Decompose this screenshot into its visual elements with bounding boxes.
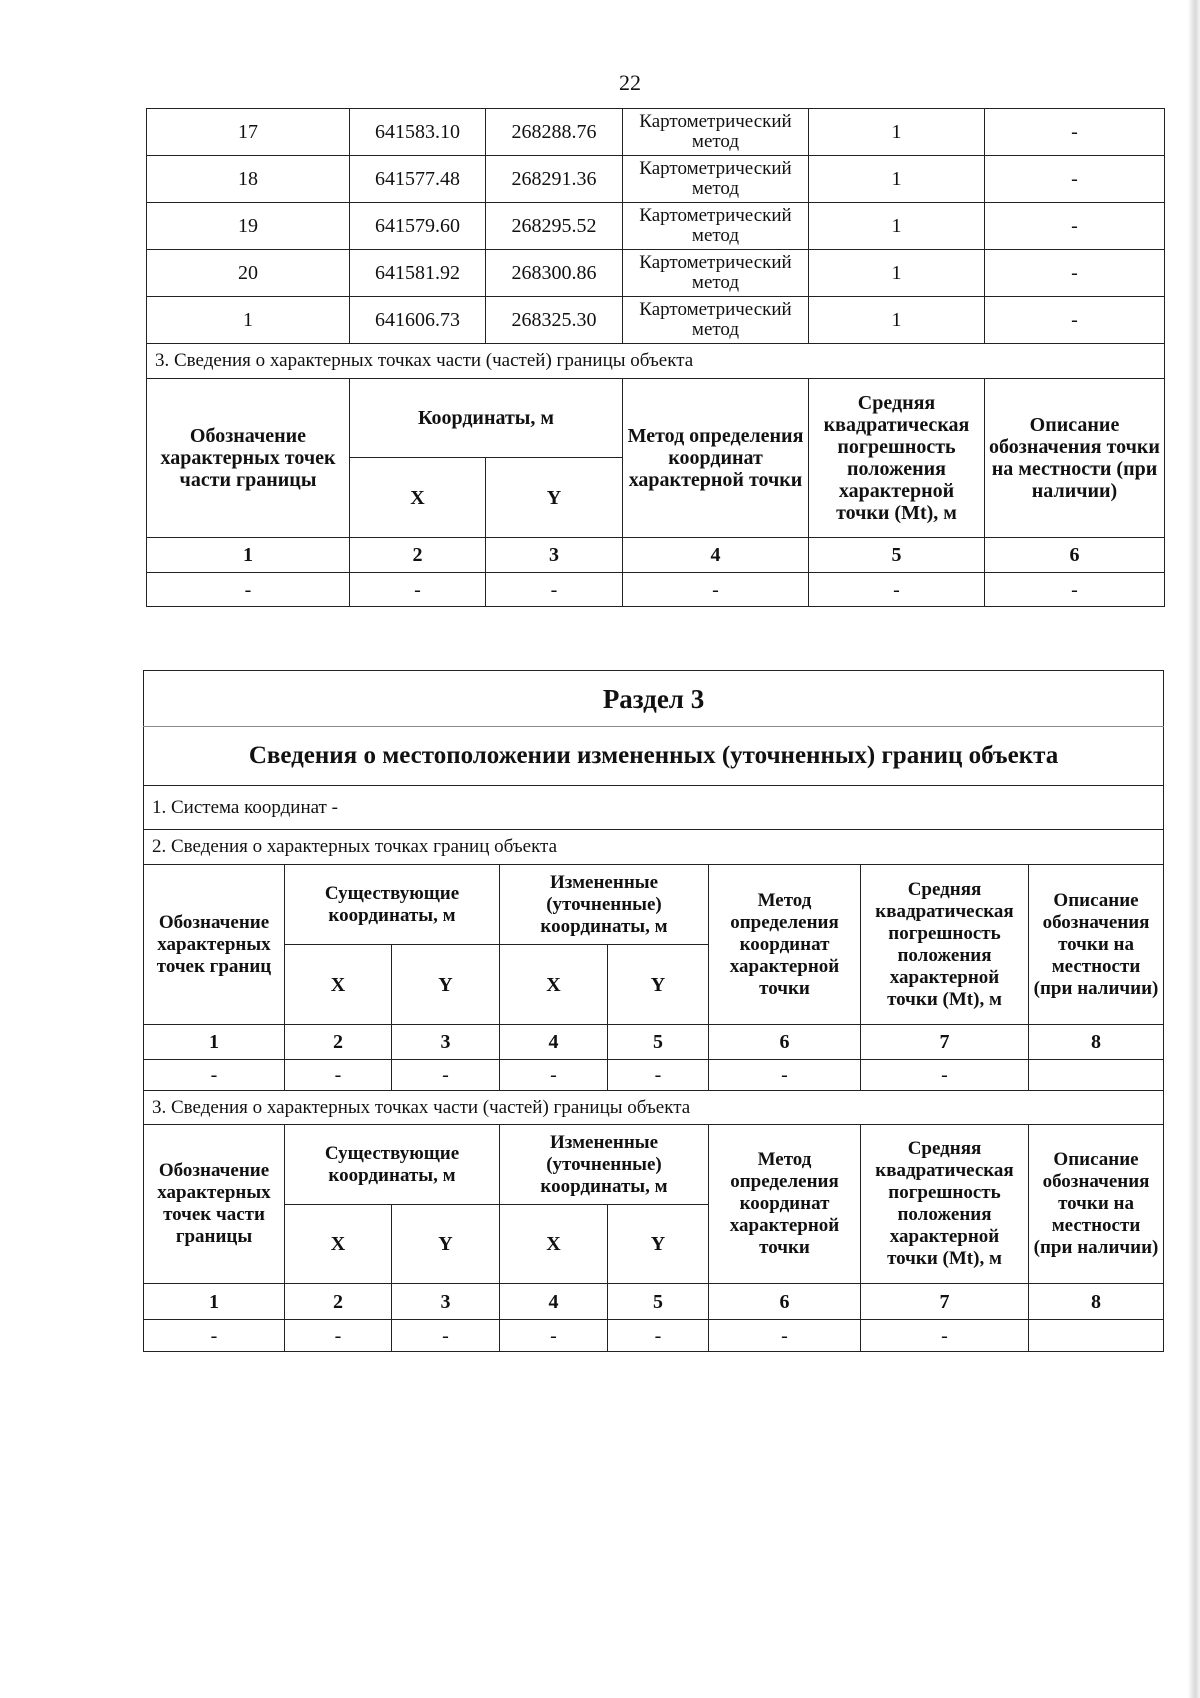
header-mt: Средняя квадратическая погрешность положения характерной точки (Mt), м: [809, 379, 985, 538]
point-desc-cell: -: [985, 109, 1165, 156]
header-desc: Описание обозначения точки на местности (при наличии): [985, 379, 1165, 538]
part-points-caption: 3. Сведения о характерных точках части (частей) границы объекта: [147, 344, 1165, 379]
section-subtitle: Сведения о местоположении измененных (уточненных) границ объекта: [144, 727, 1164, 786]
col-num: 6: [709, 1284, 861, 1320]
empty-cell: -: [809, 573, 985, 607]
header-a-changed-x: X: [500, 945, 608, 1025]
empty-cell: [1029, 1060, 1164, 1091]
col-num: 2: [285, 1025, 392, 1060]
header-x: X: [350, 458, 486, 538]
empty-cell: -: [709, 1320, 861, 1352]
point-desc-cell: -: [985, 250, 1165, 297]
point-x-cell: 641606.73: [350, 297, 486, 344]
col-num: 1: [144, 1025, 285, 1060]
point-y-cell: 268291.36: [486, 156, 623, 203]
empty-cell: [1029, 1320, 1164, 1352]
col-num: 2: [285, 1284, 392, 1320]
header-point: Обозначение характерных точек части границы: [147, 379, 350, 538]
column-numbers-row: [147, 538, 1165, 573]
boundary-points-caption: 2. Сведения о характерных точках границ объекта: [144, 830, 1164, 865]
point-row: [147, 297, 1165, 344]
column-numbers-row-b: [144, 1284, 1164, 1320]
col-num: 5: [608, 1284, 709, 1320]
point-mt-cell: 1: [809, 203, 985, 250]
point-row: [147, 250, 1165, 297]
empty-cell: -: [861, 1060, 1029, 1091]
header-b-mt: Средняя квадратическая погрешность положения характерной точки (Mt), м: [861, 1125, 1029, 1284]
empty-cell: -: [608, 1320, 709, 1352]
col-num: 4: [500, 1025, 608, 1060]
empty-cell: -: [608, 1060, 709, 1091]
point-desc-cell: -: [985, 203, 1165, 250]
header-b-existing-x: X: [285, 1205, 392, 1284]
part-points-caption-b: 3. Сведения о характерных точках части (частей) границы объекта: [144, 1091, 1164, 1125]
col-num: 3: [392, 1284, 500, 1320]
point-method-cell: Картометрический метод: [623, 297, 809, 344]
col-num: 6: [985, 538, 1165, 573]
header-b-method: Метод определения координат характерной точки: [709, 1125, 861, 1284]
point-mt-cell: 1: [809, 297, 985, 344]
empty-cell: -: [144, 1060, 285, 1091]
col-num: 8: [1029, 1025, 1164, 1060]
header-a-method: Метод определения координат характерной точки: [709, 865, 861, 1025]
empty-row-b: [144, 1320, 1164, 1352]
header-b-existing-y: Y: [392, 1205, 500, 1284]
col-num: 2: [350, 538, 486, 573]
point-mt-cell: 1: [809, 109, 985, 156]
empty-cell: -: [500, 1060, 608, 1091]
section-3-table: [143, 670, 1164, 1352]
point-method-cell: Картометрический метод: [623, 156, 809, 203]
empty-cell: -: [285, 1320, 392, 1352]
page-number: 22: [619, 70, 641, 95]
header-a-existing: Существующие координаты, м: [285, 865, 500, 945]
point-y-cell: 268295.52: [486, 203, 623, 250]
point-x-cell: 641581.92: [350, 250, 486, 297]
point-point-cell: 1: [147, 297, 350, 344]
empty-row-a: [144, 1060, 1164, 1091]
point-point-cell: 20: [147, 250, 350, 297]
header-b-changed: Измененные (уточненные) координаты, м: [500, 1125, 709, 1205]
col-num: 1: [144, 1284, 285, 1320]
col-num: 1: [147, 538, 350, 573]
point-row: [147, 203, 1165, 250]
point-desc-cell: -: [985, 156, 1165, 203]
col-num: 7: [861, 1025, 1029, 1060]
header-method: Метод определения координат характерной точки: [623, 379, 809, 538]
col-num: 5: [809, 538, 985, 573]
point-point-cell: 18: [147, 156, 350, 203]
section-title: Раздел 3: [144, 671, 1164, 727]
point-x-cell: 641583.10: [350, 109, 486, 156]
empty-cell: -: [350, 573, 486, 607]
col-num: 5: [608, 1025, 709, 1060]
header-b-desc: Описание обозначения точки на местности (при наличии): [1029, 1125, 1164, 1284]
col-num: 6: [709, 1025, 861, 1060]
empty-cell: -: [500, 1320, 608, 1352]
point-point-cell: 17: [147, 109, 350, 156]
point-y-cell: 268325.30: [486, 297, 623, 344]
col-num: 8: [1029, 1284, 1164, 1320]
header-y: Y: [486, 458, 623, 538]
empty-cell: -: [861, 1320, 1029, 1352]
point-mt-cell: 1: [809, 156, 985, 203]
empty-cell: -: [147, 573, 350, 607]
empty-cell: -: [709, 1060, 861, 1091]
empty-cell: -: [623, 573, 809, 607]
header-a-existing-x: X: [285, 945, 392, 1025]
col-num: 4: [500, 1284, 608, 1320]
point-row: [147, 109, 1165, 156]
empty-cell: -: [486, 573, 623, 607]
header-a-changed-y: Y: [608, 945, 709, 1025]
header-a-point: Обозначение характерных точек границ: [144, 865, 285, 1025]
header-coords: Координаты, м: [350, 379, 623, 458]
point-row: [147, 156, 1165, 203]
header-b-point: Обозначение характерных точек части границы: [144, 1125, 285, 1284]
empty-cell: -: [285, 1060, 392, 1091]
coord-system: 1. Система координат -: [144, 786, 1164, 830]
point-mt-cell: 1: [809, 250, 985, 297]
empty-cell: -: [392, 1320, 500, 1352]
page-edge-shadow: [1188, 0, 1200, 1698]
points-table-continuation: [146, 108, 1165, 607]
point-x-cell: 641579.60: [350, 203, 486, 250]
point-method-cell: Картометрический метод: [623, 203, 809, 250]
point-point-cell: 19: [147, 203, 350, 250]
empty-cell: -: [144, 1320, 285, 1352]
empty-cell: -: [985, 573, 1165, 607]
col-num: 7: [861, 1284, 1029, 1320]
point-x-cell: 641577.48: [350, 156, 486, 203]
header-a-existing-y: Y: [392, 945, 500, 1025]
header-b-existing: Существующие координаты, м: [285, 1125, 500, 1205]
col-num: 4: [623, 538, 809, 573]
header-a-changed: Измененные (уточненные) координаты, м: [500, 865, 709, 945]
header-b-changed-y: Y: [608, 1205, 709, 1284]
point-y-cell: 268300.86: [486, 250, 623, 297]
col-num: 3: [486, 538, 623, 573]
column-numbers-row-a: [144, 1025, 1164, 1060]
empty-cell: -: [392, 1060, 500, 1091]
header-b-changed-x: X: [500, 1205, 608, 1284]
point-desc-cell: -: [985, 297, 1165, 344]
header-a-desc: Описание обозначения точки на местности (при наличии): [1029, 865, 1164, 1025]
header-a-mt: Средняя квадратическая погрешность положения характерной точки (Mt), м: [861, 865, 1029, 1025]
point-method-cell: Картометрический метод: [623, 109, 809, 156]
point-method-cell: Картометрический метод: [623, 250, 809, 297]
empty-row: [147, 573, 1165, 607]
col-num: 3: [392, 1025, 500, 1060]
point-y-cell: 268288.76: [486, 109, 623, 156]
